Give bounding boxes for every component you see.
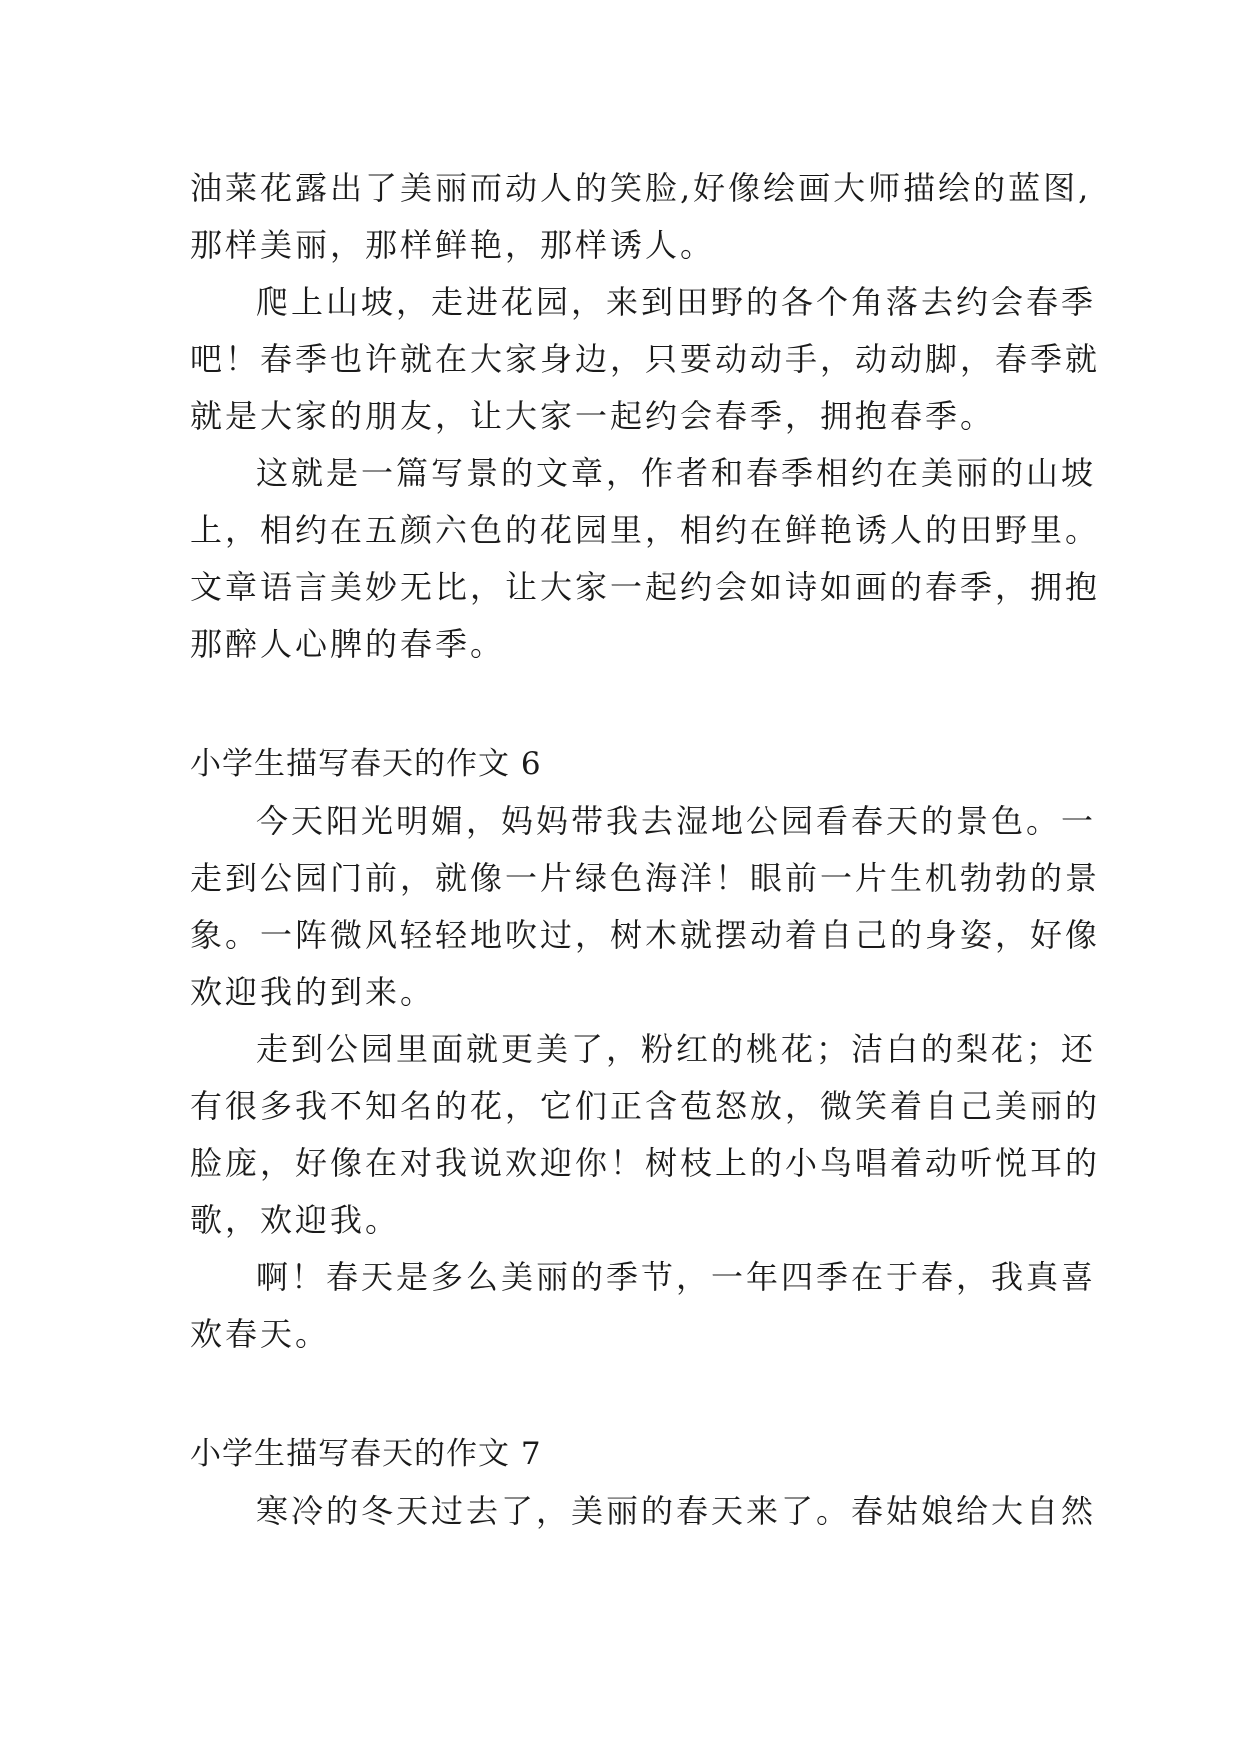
text-line: 欢迎我的到来。 xyxy=(190,973,436,1011)
text-line: 走到公园里面就更美了，粉红的桃花；洁白的梨花；还 xyxy=(256,1030,1097,1068)
section-heading: 小学生描写春天的作文 7 xyxy=(190,1436,542,1472)
text-line: 歌，欢迎我。 xyxy=(190,1201,401,1239)
text-line: 有很多我不知名的花，它们正含苞怒放，微笑着自己美丽的 xyxy=(190,1087,1101,1125)
section-heading: 小学生描写春天的作文 6 xyxy=(190,746,542,782)
text-line: 吧！春季也许就在大家身边，只要动动手，动动脚，春季就 xyxy=(190,340,1101,378)
text-line: 这就是一篇写景的文章，作者和春季相约在美丽的山坡 xyxy=(256,454,1097,492)
text-line: 脸庞，好像在对我说欢迎你！树枝上的小鸟唱着动听悦耳的 xyxy=(190,1144,1101,1182)
text-line: 啊！春天是多么美丽的季节，一年四季在于春，我真喜 xyxy=(256,1258,1097,1296)
text-line: 文章语言美妙无比，让大家一起约会如诗如画的春季，拥抱 xyxy=(190,568,1101,606)
text-line: 爬上山坡，走进花园，来到田野的各个角落去约会春季 xyxy=(256,283,1097,321)
text-line: 象。一阵微风轻轻地吹过，树木就摆动着自己的身姿，好像 xyxy=(190,916,1101,954)
text-line: 就是大家的朋友，让大家一起约会春季，拥抱春季。 xyxy=(190,397,996,435)
text-line: 那样美丽，那样鲜艳，那样诱人。 xyxy=(190,226,716,264)
text-line: 今天阳光明媚，妈妈带我去湿地公园看春天的景色。一 xyxy=(256,802,1097,840)
text-line: 那醉人心脾的春季。 xyxy=(190,625,506,663)
text-line: 上，相约在五颜六色的花园里，相约在鲜艳诱人的田野里。 xyxy=(190,511,1101,549)
text-line: 油菜花露出了美丽而动人的笑脸,好像绘画大师描绘的蓝图, xyxy=(190,169,1092,207)
text-line: 走到公园门前，就像一片绿色海洋！眼前一片生机勃勃的景 xyxy=(190,859,1101,897)
text-line: 欢春天。 xyxy=(190,1315,331,1353)
text-line: 寒冷的冬天过去了，美丽的春天来了。春姑娘给大自然 xyxy=(256,1492,1097,1530)
